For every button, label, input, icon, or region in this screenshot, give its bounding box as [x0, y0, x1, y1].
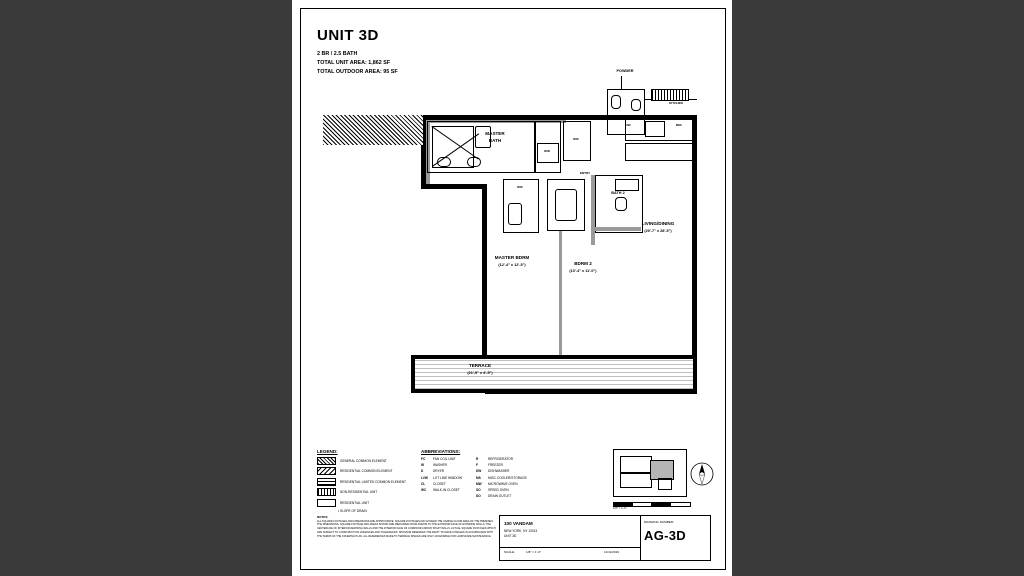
abbreviation-key: F [476, 463, 478, 468]
abbreviations-column-1 [421, 457, 462, 498]
abbreviation-row [421, 457, 462, 461]
project-name: 100 VANDAM [504, 521, 533, 526]
abbreviation-value: DISHWASHER [488, 469, 510, 474]
bath2-toilet [615, 197, 627, 211]
abbreviations [421, 449, 527, 498]
drawing-number-value: AG-3D [644, 528, 686, 543]
legend-item [317, 467, 406, 475]
abbreviation-value: FAN COIL UNIT [433, 457, 456, 461]
abbreviation-key: LVW [421, 475, 428, 480]
north-arrow-icon [689, 461, 715, 487]
project-address [504, 529, 537, 539]
abbreviation-value: CLOSET [433, 481, 446, 486]
legend-item [317, 509, 406, 513]
kitchen-appliance-run [651, 89, 689, 101]
unit-outdoor-area: TOTAL OUTDOOR AREA: 95 SF [317, 68, 398, 75]
abbreviation-row [421, 482, 462, 486]
wic2-fixture [508, 203, 522, 225]
kitchen-counter [625, 143, 693, 161]
legend-item [317, 488, 406, 496]
kitchen-dw-label: DW [625, 123, 631, 127]
drawing-number-label: DRAWING NUMBER: [644, 520, 674, 524]
notes-title: NOTES: [317, 515, 329, 519]
room-label-bdrm2: BDRM 2 [574, 261, 592, 266]
powder-leader-line [621, 76, 622, 90]
title-block [499, 515, 711, 561]
abbreviation-row [421, 463, 462, 467]
abbreviation-row [476, 469, 527, 473]
center-closet-fixture [555, 189, 577, 221]
room-label-powder: POWDER [616, 69, 634, 73]
legend-item-label: GENERAL COMMON ELEMENT [340, 459, 387, 463]
abbreviation-row [421, 476, 462, 480]
abbreviation-row [476, 482, 527, 486]
legend-swatch [317, 457, 336, 465]
drawing-sheet [300, 8, 726, 570]
abbreviation-row [476, 463, 527, 467]
abbreviations-title: ABBREVIATIONS: [421, 449, 461, 454]
abbreviation-value: DRYER [433, 469, 445, 474]
powder-sink [611, 95, 621, 109]
abbreviation-key: DO [476, 494, 481, 499]
legend-item [317, 478, 406, 486]
issue-date: 11/11/2019 [604, 550, 620, 554]
abbreviation-key: CL [421, 481, 426, 486]
window-wall-line [485, 393, 697, 394]
legend-swatch [317, 499, 336, 507]
abbreviation-value: SPEED OVEN [488, 487, 509, 492]
kitchen-ref-label: REF [675, 123, 683, 127]
wall-left-lower [482, 184, 487, 360]
master-bath-sink-1 [437, 157, 451, 167]
abbreviation-value: WASHER [433, 463, 447, 468]
room-label-wic2: WIC [516, 185, 523, 189]
key-plan-highlight-unit [650, 460, 674, 480]
abbreviation-key: MS [476, 475, 481, 480]
abbreviation-row [476, 457, 527, 461]
legend-item-label: RESIDENTIAL UNIT [340, 500, 370, 505]
abbreviation-key: W [421, 463, 425, 468]
abbreviation-value: LOT LINE WINDOW [433, 475, 462, 480]
key-plan [613, 449, 687, 497]
drawing-sheet-background [292, 0, 732, 576]
scale-seg-3 [651, 502, 672, 507]
scale-bar [613, 499, 689, 511]
room-dims-terrace: (21'-5" x 4'-5") [467, 371, 493, 375]
general-notes [317, 515, 497, 538]
abbreviation-key: DW [476, 469, 482, 474]
scale-label: SCALE: [504, 550, 516, 554]
room-label-wd: W/D [543, 149, 550, 153]
room-label-kitchen: KITCHEN [669, 101, 683, 105]
room-dims-living: (20'-7" x 28'-5") [644, 229, 672, 233]
legend-item-label: NON-RESIDENTIAL UNIT [340, 490, 378, 495]
terrace-left-wall [411, 359, 415, 393]
abbreviations-column-2 [476, 457, 527, 498]
scale-seg-4 [670, 502, 691, 507]
key-plan-block-b [620, 472, 652, 488]
bdrm2-partition [559, 231, 562, 355]
project-unit-line: UNIT 3D [504, 534, 517, 539]
abbreviation-value: DRAIN OUTLET [488, 494, 512, 499]
project-address-line: NEW YORK, NY 10013 [504, 529, 538, 533]
abbreviation-row [476, 494, 527, 498]
legend-title: LEGEND: [317, 449, 338, 454]
notes-body: ALL SQUARE FOOTAGES AND DIMENSIONS ARE APPROXIMATE. SQUARE FOOTAGES MAY EXCEED THE USABLE FLOOR AREA OF THE PREMISES. THE DIMENSIONS, SQUARE FOOTAGE AND AREAS SHOWN ARE MEASURED FROM AND/OR TO THE EXTERIOR FACE OF EXTERIOR WALLS, THE CENTERLINE OF INTERIOR DEMISING WALLS AND THE INTERIOR FACE OF CORRIDOR AND/OR SHAFT WALLS. ACTUAL SQUARE FOOTAGES WHICH ARE SUBJECT TO CONSTRUCTION VARIANCES AND TOLERANCES. SPONSOR RESERVES THE RIGHT TO MAKE CHANGES IN ACCORDANCE WITH THE TERMS OF THE OFFERING PLAN. ALL REFERENCES MADE TO TERRACE SPACES ARE ONLY ACCESSIBLE FOR LANDSCAPE MAINTENANCE. [317, 519, 496, 538]
legend-swatch [317, 488, 336, 496]
room-label-master-bath-line2: BATH [488, 138, 502, 143]
abbreviation-key: WC [421, 487, 427, 492]
unit-bedbath: 2 BR / 2.5 BATH [317, 51, 358, 57]
legend [317, 449, 406, 515]
abbreviation-key: SO [476, 487, 481, 492]
room-label-bath2: BATH 2 [611, 191, 625, 195]
abbreviation-value: FREEZER [488, 463, 503, 468]
master-bath-sink-2 [467, 157, 481, 167]
scale-value: 1/8" = 1'-0" [526, 550, 542, 554]
unit-total-area: TOTAL UNIT AREA: 1,862 SF [317, 59, 391, 66]
key-plan-block-c [658, 478, 672, 490]
legend-item [317, 457, 406, 465]
room-label-wic: WIC [572, 137, 579, 141]
legend-item-label: RESIDENTIAL COMMON ELEMENT [340, 469, 393, 474]
legend-item [317, 499, 406, 507]
abbreviation-row [476, 476, 527, 480]
room-dims-bdrm2: (10'-4" x 11'-0") [569, 269, 597, 273]
abbreviation-key: MW [476, 481, 482, 486]
scale-bar-label: 1/8" = 1'-0" [613, 506, 627, 510]
sheet-title-area [317, 27, 398, 77]
abbreviation-row [421, 469, 462, 473]
kitchen-cooktop [645, 121, 665, 137]
abbreviation-row [476, 488, 527, 492]
room-label-master-bdrm: MASTER BDRM [494, 255, 530, 260]
abbreviation-value: REFRIGERATOR [488, 457, 514, 461]
abbreviation-row [421, 488, 462, 492]
north-arrow [689, 461, 715, 487]
abbreviation-key: R [476, 457, 479, 461]
legend-swatch [317, 467, 336, 475]
room-label-master-bath-line1: MASTER [485, 131, 505, 136]
room-label-entry: ENTRY [579, 171, 591, 175]
room-label-terrace: TERRACE [468, 363, 492, 368]
abbreviation-key: D [421, 469, 424, 474]
common-element-hatch [323, 115, 423, 145]
legend-item-label: RESIDENTIAL LIMITED COMMON ELEMENT [340, 479, 406, 484]
legend-swatch [317, 478, 336, 486]
title-block-divider [640, 516, 641, 560]
abbreviation-value: WALK-IN CLOSET [433, 487, 460, 492]
page-title: UNIT 3D [317, 27, 379, 44]
abbreviation-value: MISC COOLER/STORAGE [488, 475, 527, 480]
abbreviation-value: MICROWAVE OVEN [488, 481, 518, 486]
terrace-right-wall [693, 359, 697, 393]
title-block-hdivider [500, 547, 640, 548]
room-label-living: LIVING/DINING [641, 221, 675, 226]
wall-upper-step [421, 184, 487, 189]
scale-seg-2 [632, 502, 653, 507]
bath2-vanity [615, 179, 639, 191]
legend-item-label: • SLOPE OF DRAIN [338, 508, 367, 513]
abbreviation-key: FC [421, 457, 426, 461]
room-dims-master-bdrm: (12'-4" x 12'-5") [498, 263, 526, 267]
floor-plan [315, 71, 709, 411]
powder-toilet [631, 99, 641, 111]
